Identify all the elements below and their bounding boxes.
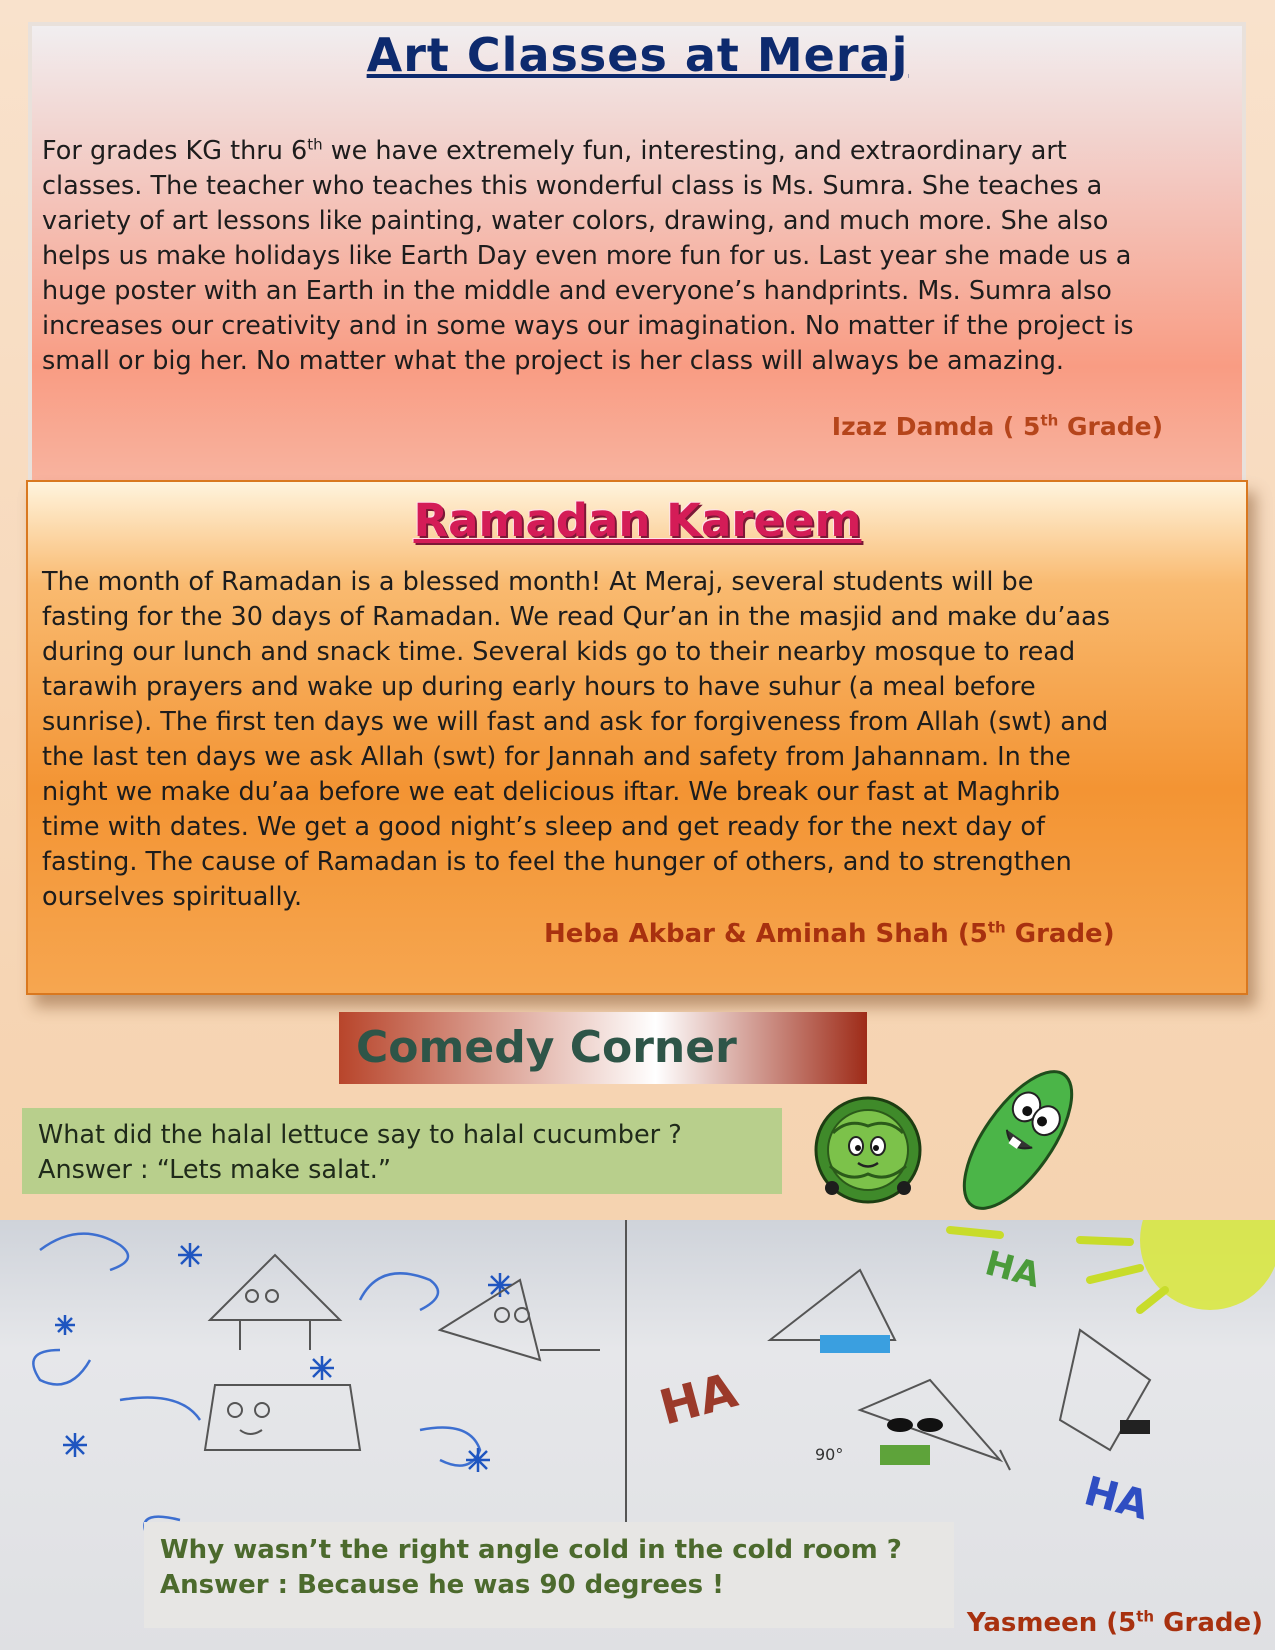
ramadan-line-2: fasting for the 30 days of Ramadan. We read Qur’an in the masjid and make du’aas: [42, 602, 1110, 632]
ramadan-line-3: during our lunch and snack time. Several kids go to their nearby mosque to read: [42, 637, 1076, 667]
ramadan-line-10: ourselves spiritually.: [42, 882, 303, 912]
ramadan-line-5: sunrise). The first ten days we will fast and ask for forgiveness from Allah (swt) and: [42, 707, 1109, 737]
ramadan-line-6: the last ten days we ask Allah (swt) for Jannah and safety from Jahannam. In the: [42, 742, 1071, 772]
drawing-ha-blue: HA: [1079, 1468, 1154, 1530]
comedy-corner-title: Comedy Corner: [356, 1022, 737, 1073]
ramadan-line-4: tarawih prayers and wake up during early hours to have suhur (a meal before: [42, 672, 1036, 702]
joke-right-angle-box: [144, 1522, 954, 1628]
joke-lettuce-question: What did the halal lettuce say to halal cucumber ?: [38, 1120, 682, 1150]
drawing-ha-green: HA: [980, 1243, 1045, 1297]
art-classes-body: [42, 134, 1242, 379]
art-line-3: variety of art lessons like painting, water colors, drawing, and much more. She also: [42, 206, 1109, 236]
ramadan-line-8: time with dates. We get a good night’s sleep and get ready for the next day of: [42, 812, 1045, 842]
lettuce-illustration: [808, 1088, 928, 1208]
joke-right-angle-question: Why wasn’t the right angle cold in the cold room ?: [160, 1535, 902, 1565]
art-line-7: small or big her. No matter what the project is her class will always be amazing.: [42, 346, 1065, 376]
art-line-1: For grades KG thru 6th we have extremely fun, interesting, and extraordinary art: [42, 135, 1067, 166]
drawing-ha-red: HA: [653, 1362, 744, 1437]
drawing-angle-label: 90°: [815, 1445, 844, 1464]
joke-lettuce-answer: Answer : “Lets make salat.”: [38, 1155, 392, 1185]
art-line-2: classes. The teacher who teaches this wonderful class is Ms. Sumra. She teaches a: [42, 171, 1103, 201]
cucumber-illustration: [948, 1060, 1088, 1220]
joke-right-angle-answer: Answer : Because he was 90 degrees !: [160, 1570, 725, 1600]
art-line-6: increases our creativity and in some ways our imagination. No matter if the project is: [42, 311, 1134, 341]
art-classes-title: Art Classes at Meraj: [366, 28, 909, 82]
drawing-author: Yasmeen (5th Grade): [966, 1607, 1263, 1638]
art-line-5: huge poster with an Earth in the middle and everyone’s handprints. Ms. Sumra also: [42, 276, 1112, 306]
art-author: Izaz Damda ( 5th Grade): [831, 411, 1163, 441]
art-line-4: helps us make holidays like Earth Day even more fun for us. Last year she made us a: [42, 241, 1132, 271]
ramadan-body: [42, 565, 1252, 915]
joke-lettuce-box: [22, 1108, 782, 1194]
ramadan-line-9: fasting. The cause of Ramadan is to feel the hunger of others, and to strengthen: [42, 847, 1072, 877]
ramadan-title: Ramadan Kareem: [413, 494, 862, 547]
ramadan-line-1: The month of Ramadan is a blessed month! At Meraj, several students will be: [42, 567, 1034, 597]
ramadan-line-7: night we make du’aa before we eat delicious iftar. We break our fast at Maghrib: [42, 777, 1061, 807]
ramadan-author: Heba Akbar & Aminah Shah (5th Grade): [544, 918, 1115, 949]
